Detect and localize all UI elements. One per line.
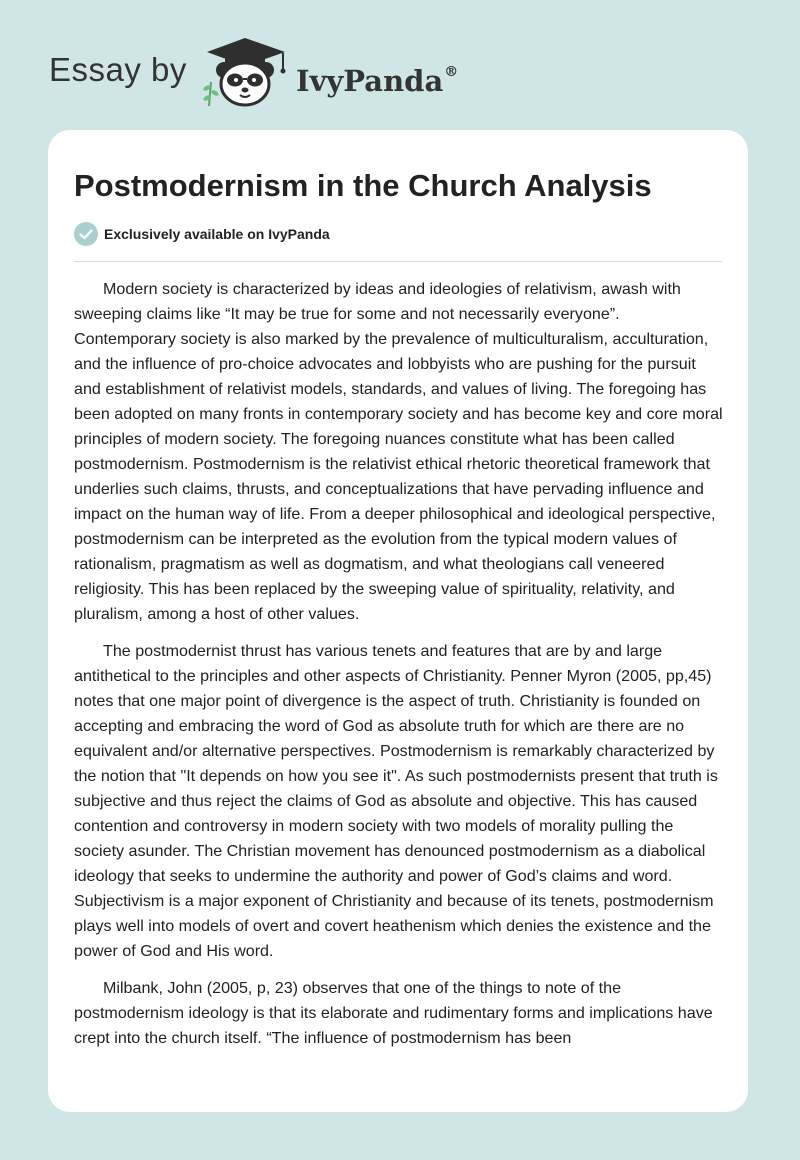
essay-body [74, 277, 724, 1063]
divider [74, 261, 722, 262]
registered-mark: ® [444, 64, 459, 80]
exclusive-badge [74, 222, 330, 246]
page-title: Postmodernism in the Church Analysis [74, 168, 652, 203]
essay-card [48, 130, 748, 1112]
exclusive-badge-label: Exclusively available on IvyPanda [104, 226, 330, 242]
essay-paragraph: Milbank, John (2005, p, 23) observes that one of the things to note of the postmodernism ideology is that its elaborate and rudimentary forms and implications have crept into the church itself. “The influence of postmodernism has been [74, 979, 713, 1047]
brand-name: IvyPanda [296, 64, 444, 98]
essay-paragraph: The postmodernist thrust has various tenets and features that are by and large antithetical to the principles and other aspects of Christianity. Penner Myron (2005, pp,45) notes that one major point of divergence is the aspect of truth. Christianity is founded on accepting and embracing the word of God as absolute truth for which are there are no equivalent and/or alternative perspectives. Postmodernism is remarkably characterized by the notion that "It depends on how you see it". As such postmodernists present that truth is subjective and thus reject the claims of God as absolute and objective. This has caused contention and controversy in modern society with two models of morality pulling the society asunder. The Christian movement has denounced postmodernism as a diabolical ideology that seeks to undermine the authority and power of God’s claims and word. Subjectivism is a major exponent of Christianity and because of its tenets, postmodernism plays well into models of overt and covert heathenism which denies the existence and the power of God and His word. [74, 642, 718, 960]
essay-paragraph: Modern society is characterized by ideas and ideologies of relativism, awash with sweeping claims like “It may be true for some and not necessarily everyone”. Contemporary society is also marked by the prevalence of multiculturalism, acculturation, and the influence of pro-choice advocates and lobbyists who are pushing for the pursuit and establishment of relativist models, standards, and values of living. The foregoing has been adopted on many fronts in contemporary society and has become key and core moral principles of modern society. The foregoing nuances constitute what has been called postmodernism. Postmodernism is the relativist ethical rhetoric theoretical framework that underlies such claims, thrusts, and conceptualizations that have pervading influence and impact on the human way of life. From a deeper philosophical and ideological perspective, postmodernism can be interpreted as the evolution from the typical modern values of rationalism, pragmatism as well as dogmatism, and what theologians call veneered religiosity. This has been replaced by the sweeping value of spirituality, relativity, and pluralism, among a host of other values. [74, 280, 723, 623]
site-header [0, 0, 800, 120]
panda-graduate-logo-icon[interactable] [199, 36, 291, 108]
ivypanda-brand[interactable] [296, 52, 458, 101]
essay-by-label: Essay by [49, 51, 187, 88]
check-icon [74, 222, 98, 246]
